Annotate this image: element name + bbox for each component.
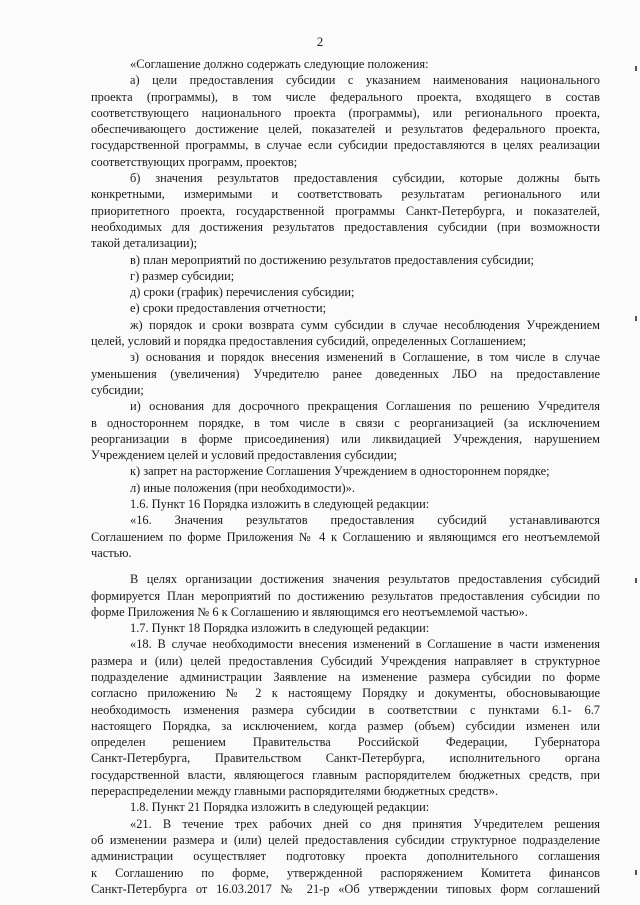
text-line: е) сроки предоставления отчетности; [130, 301, 327, 316]
text-line: согласно приложению № 2 к настоящему Порядку и документы, обосновывающие [91, 686, 600, 701]
text-line: уменьшения (увеличения) Учредителю ранее доведенных ЛБО на предоставление [91, 366, 600, 381]
document-body [91, 56, 600, 897]
text-line: 1.8. Пункт 21 Порядка изложить в следующей редакции: [130, 800, 430, 815]
text-line: «Соглашение должно содержать следующие положения: [130, 57, 429, 71]
text-line: государственной программы, в случае если субсидии предоставляются в целях реализации [91, 138, 600, 153]
text-line: определен решением Правительства Российской Федерации, Губернатора [91, 735, 600, 750]
text-line: д) сроки (график) перечисления субсидии; [130, 285, 355, 300]
text-line: об изменении размера и (или) целей предоставления субсидии структурное подразделение [91, 832, 600, 847]
scan-edge-mark [635, 578, 637, 583]
text-line: проекта (программы), в том числе федерального проекта, входящего в состав [91, 89, 600, 104]
text-line: «21. В течение трех рабочих дней со дня принятия Учредителем решения [130, 816, 600, 831]
text-line: Санкт-Петербурга, Правительством Санкт-Петербурга, исполнительного органа [91, 751, 600, 766]
text-line: необходимость изменения размера субсидии в соответствии с пунктами 6.1- 6.7 [91, 702, 600, 717]
text-line: и) основания для досрочного прекращения Соглашения по решению Учредителя [130, 399, 600, 414]
page-number: 2 [316, 34, 324, 49]
text-line: частью. [91, 545, 132, 560]
text-line: государственной власти, являющегося главным распорядителем бюджетных средств, при [91, 767, 600, 782]
text-line: г) размер субсидии; [130, 268, 235, 283]
text-line: обеспечивающего достижение целей, показателей и результатов федерального проекта, [91, 122, 600, 137]
text-line: Соглашением по форме Приложения № 4 к Соглашению и являющимся его неотъемлемой [91, 529, 600, 544]
text-line: в) план мероприятий по достижению результатов предоставления субсидии; [130, 252, 534, 267]
text-line: размера и (или) целей предоставления Субсидий Учреждения направляет в структурное [91, 653, 600, 668]
text-line: «16. Значения результатов предоставления субсидий устанавливаются [130, 513, 600, 528]
text-line: такой детализации); [91, 236, 198, 251]
text-line: необходимых для достижения результатов предоставления субсидии (при возможности [91, 219, 600, 234]
text-line: формируется План мероприятий по достижению результатов предоставления субсидии по [91, 588, 600, 603]
text-line: конкретными, измеримыми и соответствовать результатам регионального или [91, 187, 600, 202]
text-line: в одностороннем порядке, в том числе в связи с реорганизацией (за исключением [91, 415, 600, 430]
text-line: субсидии; [91, 382, 144, 397]
scan-edge-mark [635, 66, 637, 71]
text-line: а) цели предоставления субсидии с указанием наименования национального [130, 73, 600, 88]
text-line: «18. В случае необходимости внесения изменений в Соглашение в части изменения [130, 637, 600, 652]
text-line: ж) порядок и сроки возврата сумм субсидии в случае несоблюдения Учреждением [130, 317, 600, 332]
text-line: перераспределении между главными распорядителями бюджетных средств». [91, 784, 499, 799]
text-line: приоритетного проекта, государственной программы Санкт-Петербурга, и показателей, [91, 203, 600, 218]
text-line: б) значения результатов предоставления субсидии, которые должны быть [130, 171, 600, 186]
text-line: к) запрет на расторжение Соглашения Учреждением в одностороннем порядке; [130, 464, 550, 479]
text-line: 1.7. Пункт 18 Порядка изложить в следующей редакции: [130, 621, 430, 636]
text-line: л) иные положения (при необходимости)». [130, 480, 355, 495]
text-line: форме Приложения № 6 к Соглашению и являющимся его неотъемлемой частью». [91, 604, 528, 619]
text-line: Санкт-Петербурга от 16.03.2017 № 21-р «Об утверждении типовых форм соглашений [91, 881, 600, 896]
text-line: Учреждением целей и условий предоставления субсидии; [91, 448, 398, 463]
text-line: целей, условий и порядка предоставления субсидий, определенных Соглашением; [91, 334, 527, 349]
text-line: 1.6. Пункт 16 Порядка изложить в следующей редакции: [130, 497, 430, 512]
text-line: к Соглашению по форме, утвержденной распоряжением Комитета финансов [91, 865, 600, 880]
scan-edge-mark [635, 870, 637, 875]
scan-edge-mark [635, 316, 637, 321]
text-line: настоящего Порядка, за исключением, когда размер (объем) субсидии изменен или [91, 718, 600, 733]
text-line: подразделение администрации Заявление на изменение размера субсидии по форме [91, 669, 600, 684]
text-line: соответствующего национального проекта (программы), или регионального проекта, [91, 105, 600, 120]
paragraph-gap [91, 561, 600, 571]
text-line: В целях организации достижения значения результатов предоставления субсидий [130, 572, 600, 587]
text-line: администрации осуществляет подготовку проекта дополнительного соглашения [91, 849, 600, 864]
text-line: з) основания и порядок внесения изменений в Соглашение, в том числе в случае [130, 350, 600, 365]
text-line: реорганизации в форме присоединения) или ликвидацией Учреждения, нарушением [91, 431, 600, 446]
text-line: соответствующих программ, проектов; [91, 154, 298, 169]
